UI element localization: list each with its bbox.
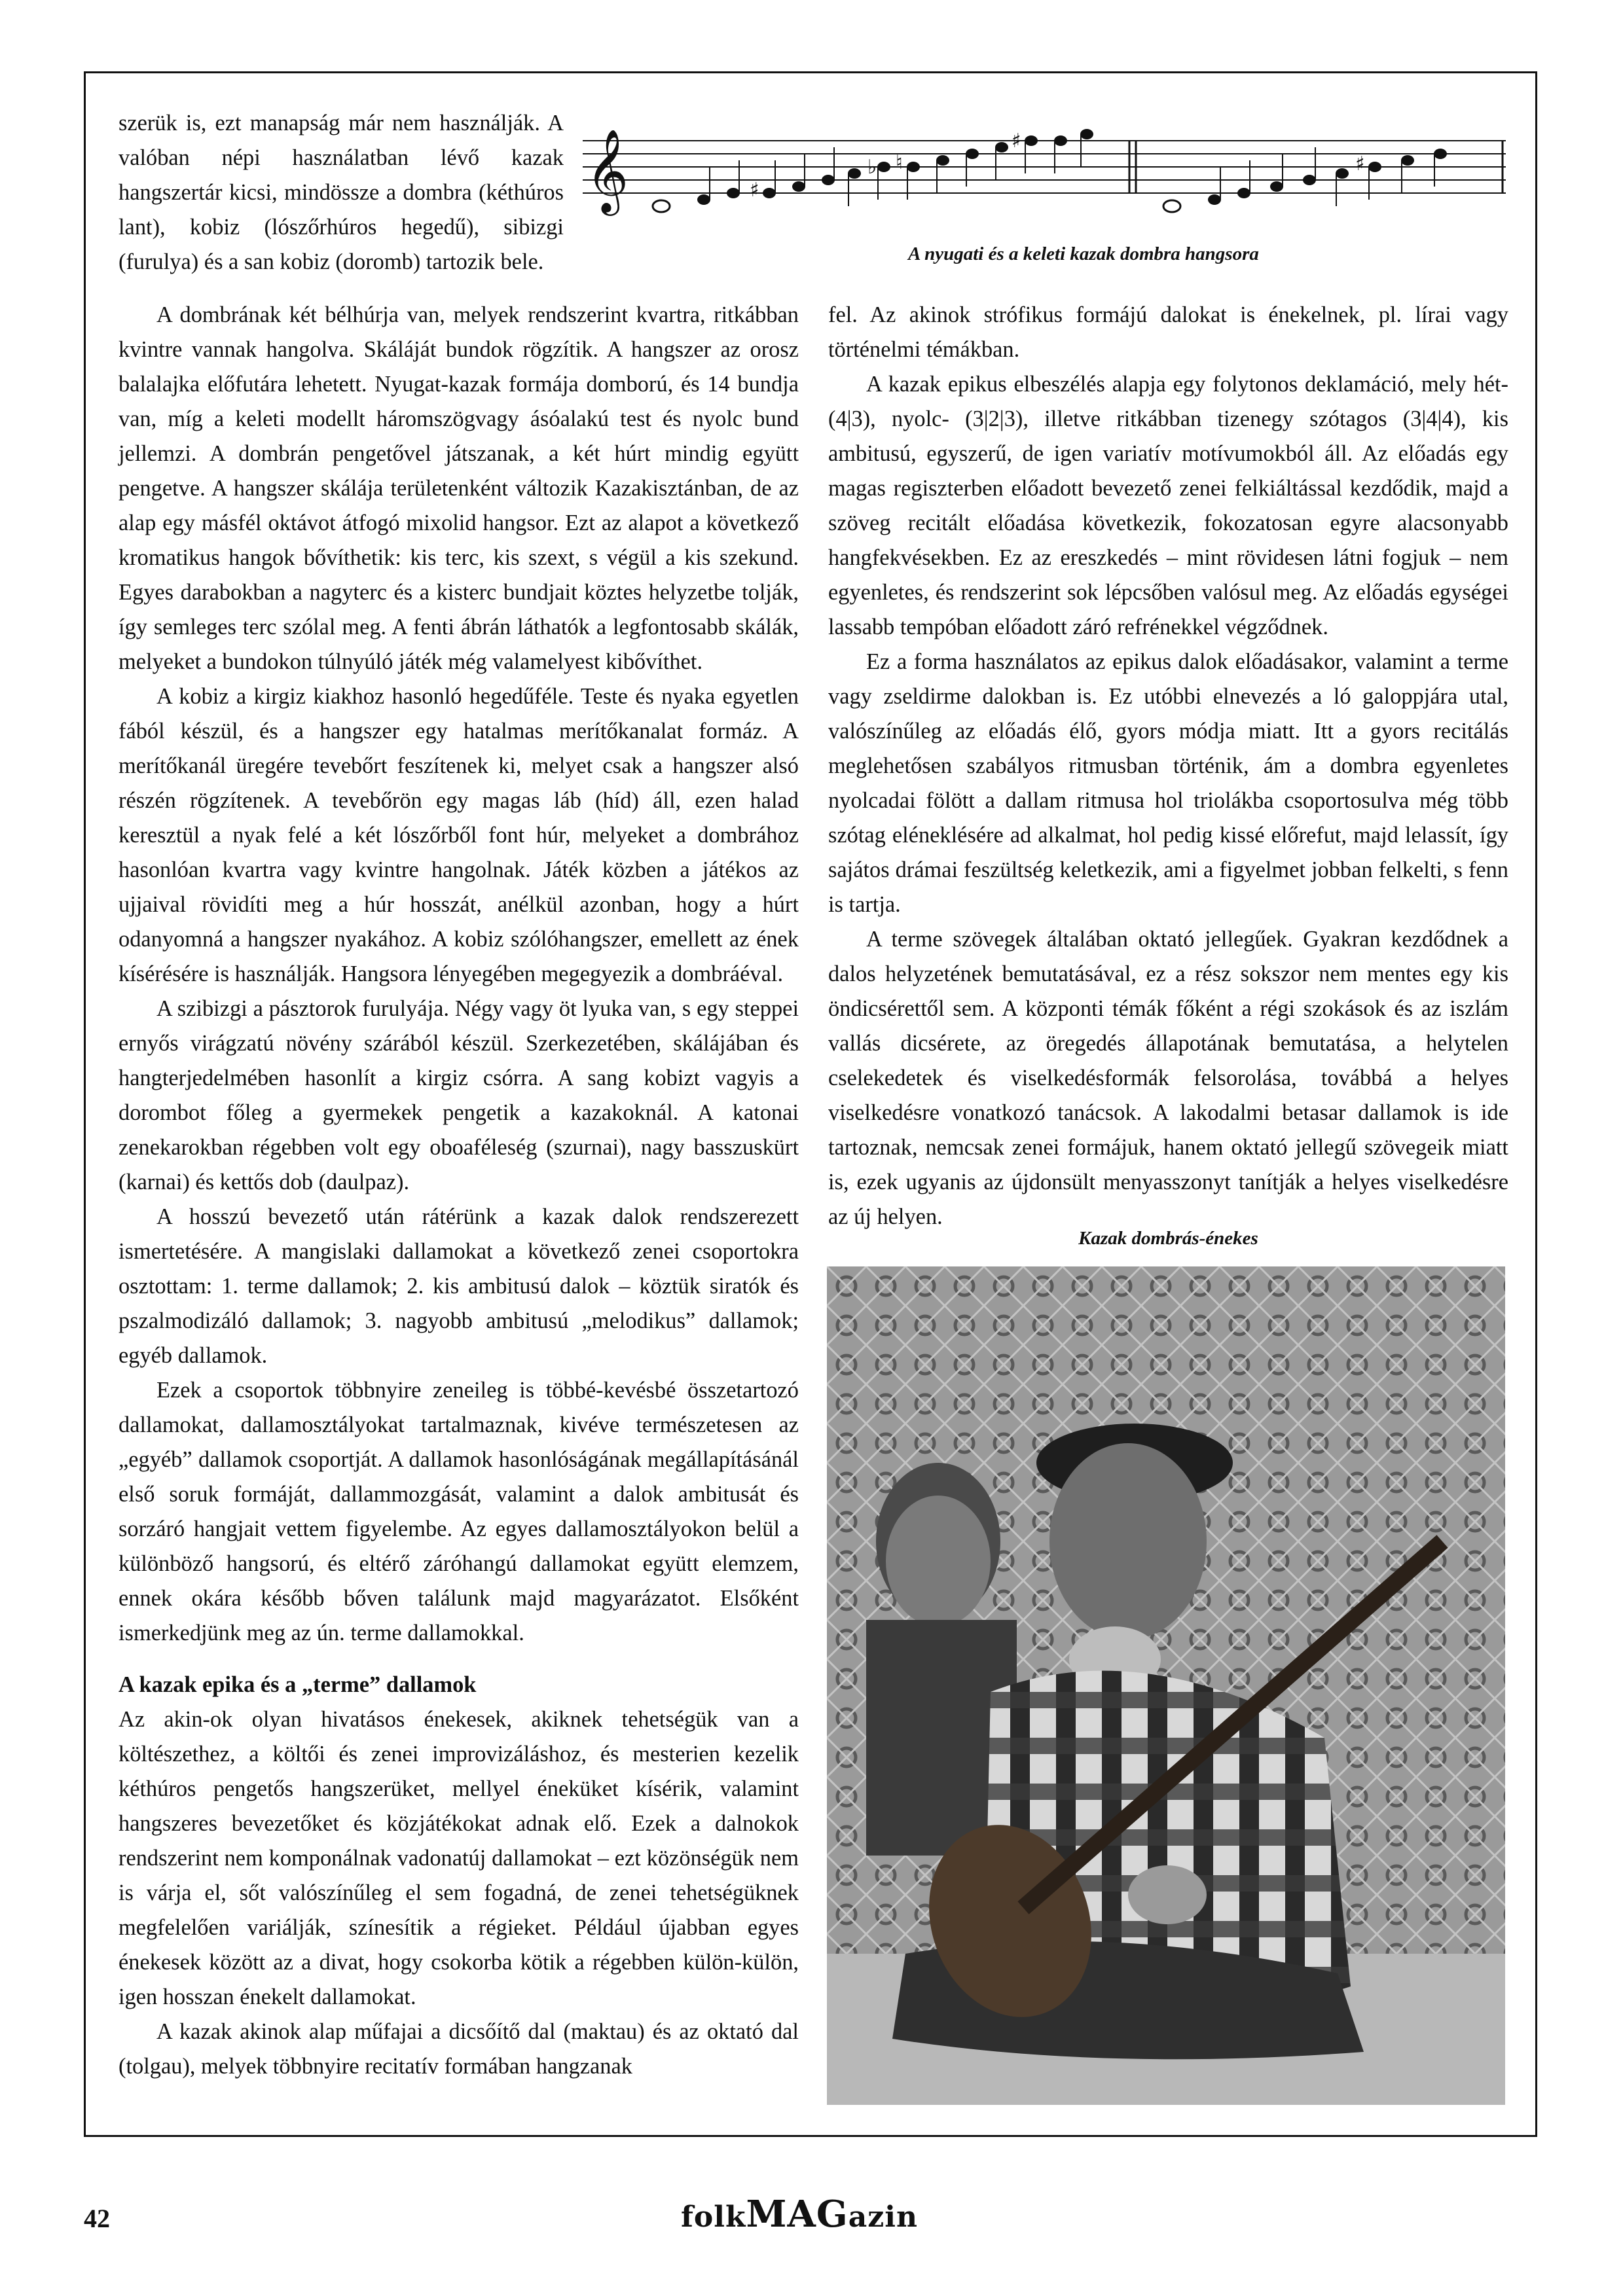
svg-text:♯: ♯ [750, 179, 759, 202]
dombra-scale-notation [583, 111, 1506, 226]
paragraph: A dombrának két bélhúrja van, melyek rendszerint kvartra, ritkábban kvintre vannak hangolva. Skáláját bundok rögzítik. A hangszer az orosz balalajka előfutára lehetett. Nyugat-kazak formája domború, és 14 bundja van, míg a keleti modellt háromszögvagy ásóalakú test és nyolc bund jellemzi. A dombrán pengetővel játszanak, a két húrt mindig együtt pengetve. A hangszer skálája területenként változik Kazakisztánban, de az alap egy másfél oktávot átfogó mixolid hangsor. Ezt az alapot a következő kromatikus hangok bővíthetik: kis terc, kis szext, s végül a kis szekund. Egyes darabokban a nagyterc és a kisterc bundjait köztes helyzetbe tolják, így semleges terc szólal meg. A fenti ábrán láthatók a legfontosabb skálák, melyeket a bundokon túlnyúló játék még valamelyest kibővíthet. [119, 302, 799, 674]
paragraph: A kazak akinok alap műfajai a dicsőítő dal (maktau) és az oktató dal (tolgau), melyek többnyire recitatív formában hangzanak [119, 2019, 799, 2079]
dombra-singer-photo [827, 1266, 1505, 2105]
column-left-top [119, 106, 564, 279]
column-right [828, 298, 1508, 1234]
column-left [119, 298, 799, 2084]
paragraph: Ez a forma használatos az epikus dalok előadásakor, valamint a terme vagy zseldirme dalokban is. Ez utóbbi elnevezés a ló galoppjára utal, valószínűleg az előadás élő, gyors módja miatt. Itt a gyors recitálás meglehetősen szabályos ritmusban történik, ám a dombra egyenletes nyolcadai fölött a dallam ritmusa hol triolákba csoportosulva még több szótag eléneklésére ad alkalmat, hol pedig kissé előrefut, majd lelassít, így sajátos drámai feszültség keletkezik, ami a figyelmet jobban felkelti, s fenn is tartja. [828, 649, 1508, 917]
logo-suffix: azin [848, 2200, 918, 2234]
logo-prefix: folk [681, 2200, 746, 2234]
paragraph: Ezek a csoportok többnyire zeneileg is többé-kevésbé összetartozó dallamokat, dallamosztályokat tartalmaznak, kivéve természetesen az „egyéb” dallamok csoportját. A dallamok hasonlóságának megállapításánál első soruk formáját, dallammozgását, valamint a dalok ambitusát és sorzáró hangjait vettem figyelembe. Az egyes dallamosztályokon belül a különböző hangsorú, és eltérő záróhangú dallamokat együtt elemzem, ennek okára később bőven találunk majd magyarázatot. Elsőként ismerkedjünk meg az ún. terme dallamokkal. [119, 1378, 799, 1645]
svg-text:♯: ♯ [1355, 152, 1365, 175]
logo-mag: MAG [746, 2193, 848, 2236]
paragraph: fel. Az akinok strófikus formájú dalokat is énekelnek, pl. lírai vagy történelmi témákban. [828, 302, 1508, 362]
paragraph: A kazak epikus elbeszélés alapja egy folytonos deklamáció, mely hét- (4|3), nyolc- (3|2|3), illetve ritkábban tizenegy szótagos (3|4|4), kis ambitusú, egyszerű, de igen variatív motívumokból áll. Az előadás egy magas regiszterben előadott bevezető zenei felkiáltással kezdődik, majd a szöveg recitált előadása következik, fokozatosan egyre alacsonyabb hangfekvésekben. Ez az ereszkedés – mint rövidesen látni fogjuk – nem egyenletes, és rendszerint sok lépcsőben valósul meg. Az előadás egységei lassabb tempóban előadott záró refrénekkel végződnek. [828, 372, 1508, 639]
section-heading: A kazak epika és a „terme” dallamok [119, 1672, 477, 1697]
photo-illustration [827, 1266, 1505, 2105]
svg-text:♭: ♭ [867, 156, 877, 179]
paragraph: szerük is, ezt manapság már nem használják. A valóban népi használatban lévő kazak hangszertár kicsi, mindössze a dombra (kéthúros lant), kobiz (lószőrhúros hegedű), sibizgi (furulya) és a san kobiz (doromb) tartozik bele. [119, 111, 564, 274]
magazine-logo [681, 2193, 918, 2236]
svg-text:𝄞: 𝄞 [586, 128, 629, 212]
scale-caption: A nyugati és a keleti kazak dombra hangsora [908, 243, 1259, 264]
paragraph: A hosszú bevezető után rátérünk a kazak dalok rendszerezett ismertetésére. A mangislaki dallamokat a következő zenei csoportokra osztottam: 1. terme dallamok; 2. kis ambitusú dalok – köztük siratók és pszalmodizáló dallamok; 3. nagyobb ambitusú „melodikus” dallamok; egyéb dallamok. [119, 1204, 799, 1368]
page-number: 42 [84, 2204, 110, 2233]
paragraph: A kobiz a kirgiz kiakhoz hasonló hegedűféle. Teste és nyaka egyetlen fából készül, és a hangszer egy hatalmas merítőkanalat formáz. A merítőkanál üregére tevebőrt feszítenek ki, melyet csak a hangszer alsó részén rögzítenek. A tevebőrön egy magas láb (híd) áll, ezen halad keresztül a nyak felé a két lószőrből font húr, melyeket a dombrához hasonlóan kvartra vagy kvintre hangolnak. Játék közben a játékos az ujjaival rövidíti meg a húr hosszát, anélkül azonban, hogy a húrt odanyomná a hangszer nyakához. A kobiz szólóhangszer, emellett az ének kísérésére is használják. Hangsora lényegében megegyezik a dombráéval. [119, 684, 799, 986]
paragraph: A terme szövegek általában oktató jellegűek. Gyakran kezdődnek a dalos helyzetének bemutatásával, ez a rész sokszor nem mentes egy kis öndicsérettől sem. A központi témák főként a régi szokások és az iszlám vallás dicsérete, az öregedés állapotának bemutatása, a helytelen cselekedetek és viselkedésformák felsorolása, továbbá a helyes viselkedésre vonatkozó tanácsok. A lakodalmi betasar dallamok is ide tartoznak, nemcsak zenei formájuk, hanem oktató jellegű szövegeik miatt is, ezek ugyanis az újdonsült menyasszonyt tanítják a helyes viselkedésre az új helyen. [828, 927, 1508, 1229]
paragraph: Az akin-ok olyan hivatásos énekesek, akiknek tehetségük van a költészethez, a költői és zenei improvizáláshoz, és mesterien kezelik kéthúros pengetős hangszerüket, mellyel éneküket kísérik, valamint hangszeres bevezetőket és közjátékokat adnak elő. Ezek a dalnokok rendszerint nem komponálnak vadonatúj dallamokat – ezt közönségük nem is várja el, sőt valószínűleg el sem fogadná, de zenei tehetségüknek megfelelően variálják, színesítik a régieket. Például újabban egyes énekesek között az a divat, hogy csokorba kötik a régebben külön-külön, igen hosszan énekelt dallamokat. [119, 1707, 799, 2009]
paragraph: A szibizgi a pásztorok furulyája. Négy vagy öt lyuka van, s egy steppei ernyős virágzatú növény szárából készül. Szerkezetében, skálájában és hangterjedelmében hasonlít a kirgiz csórra. A sang kobizt vagyis a dorombot főleg a gyermekek pengetik a kazakoknál. A katonai zenekarokban régebben volt egy oboaféleség (szurnai), nagy basszuskürt (karnai) és kettős dob (daulpaz). [119, 996, 799, 1194]
svg-text:♮: ♮ [896, 151, 903, 174]
svg-text:♯: ♯ [1012, 130, 1021, 152]
photo-caption: Kazak dombrás-énekes [1078, 1228, 1258, 1249]
